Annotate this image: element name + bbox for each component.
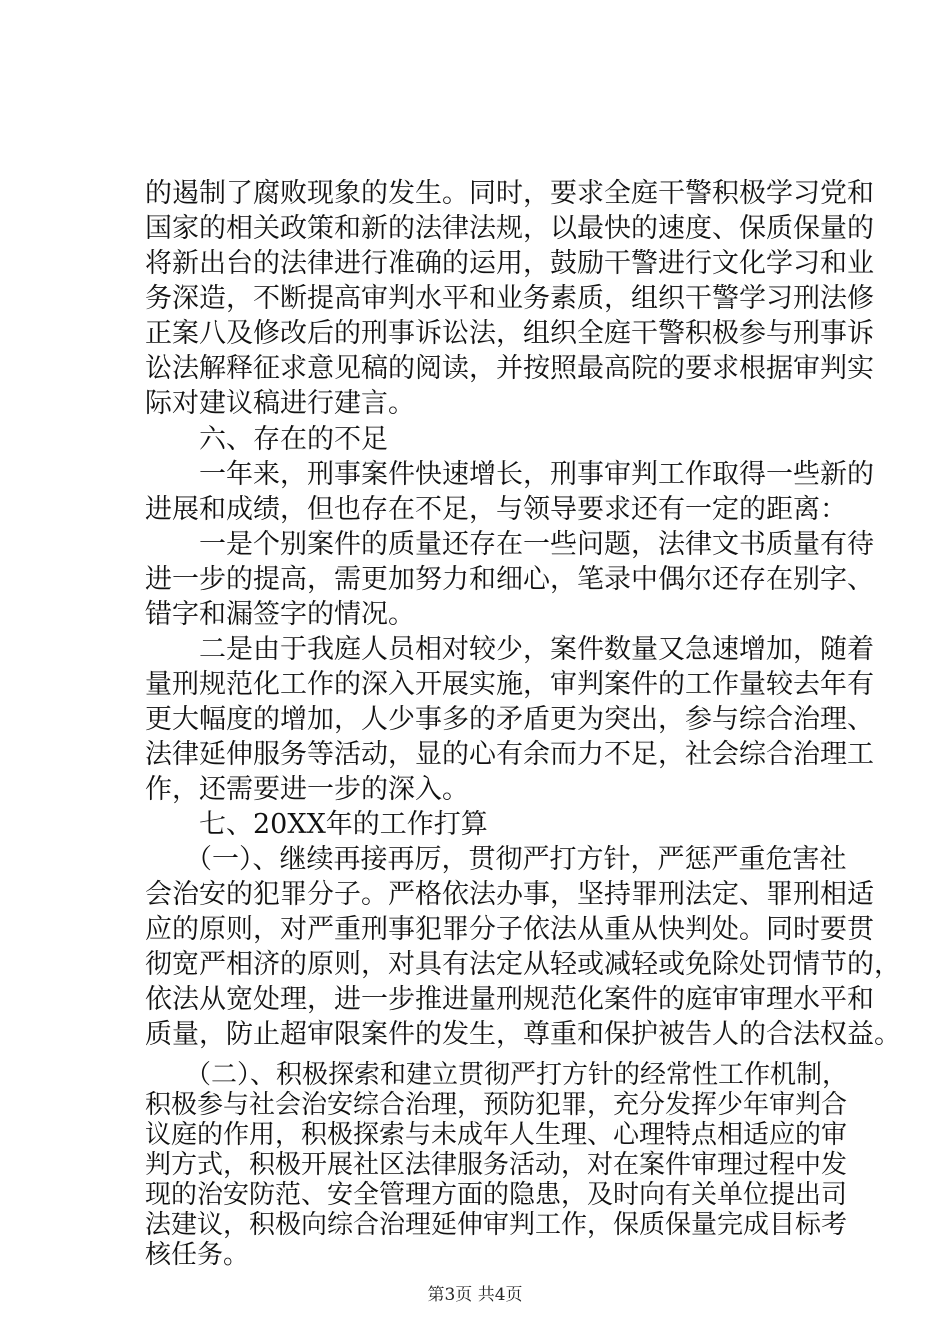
body-text-line: 进展和成绩，但也存在不足，与领导要求还有一定的距离： — [145, 494, 847, 525]
body-text-line: 务深造，不断提高审判水平和业务素质，组织干警学习刑法修 — [145, 283, 874, 314]
body-text-line: 一年来，刑事案件快速增长，刑事审判工作取得一些新的 — [199, 459, 874, 490]
body-text-line: 讼法解释征求意见稿的阅读，并按照最高院的要求根据审判实 — [145, 353, 874, 384]
section-heading: 六、存在的不足 — [199, 424, 388, 455]
body-text-line: 一是个别案件的质量还存在一些问题，法律文书质量有待 — [199, 529, 874, 560]
section-heading: 七、20XX年的工作打算 — [199, 809, 488, 840]
body-text-line: 作，还需要进一步的深入。 — [145, 774, 469, 805]
body-text-line: 现的治安防范、安全管理方面的隐患，及时向有关单位提出司 — [145, 1180, 848, 1210]
body-text-line: 法律延伸服务等活动，显的心有余而力不足，社会综合治理工 — [145, 739, 874, 770]
body-text-line: 彻宽严相济的原则，对具有法定从轻或减轻或免除处罚情节的， — [145, 949, 901, 980]
body-text-line: 质量，防止超审限案件的发生，尊重和保护被告人的合法权益。 — [145, 1019, 901, 1050]
body-text-line: 应的原则，对严重刑事犯罪分子依法从重从快判处。同时要贯 — [145, 914, 874, 945]
body-text-line: 议庭的作用，积极探索与未成年人生理、心理特点相适应的审 — [145, 1120, 848, 1150]
body-text-line: （二）、积极探索和建立贯彻严打方针的经常性工作机制， — [185, 1060, 849, 1090]
body-text-line: 会治安的犯罪分子。严格依法办事，坚持罪刑法定、罪刑相适 — [145, 879, 874, 910]
body-text-line: 正案八及修改后的刑事诉讼法，组织全庭干警积极参与刑事诉 — [145, 318, 874, 349]
body-text-line: （一）、继续再接再厉，贯彻严打方针，严惩严重危害社 — [185, 844, 847, 875]
page-number-footer: 第3页 共4页 — [427, 1285, 523, 1305]
body-text-line: 的遏制了腐败现象的发生。同时，要求全庭干警积极学习党和 — [145, 178, 874, 209]
body-text-line: 核任务。 — [145, 1240, 250, 1270]
body-text-line: 更大幅度的增加，人少事多的矛盾更为突出，参与综合治理、 — [145, 704, 874, 735]
body-text-line: 法建议，积极向综合治理延伸审判工作，保质保量完成目标考 — [145, 1210, 848, 1240]
body-text-line: 错字和漏签字的情况。 — [145, 599, 415, 630]
body-text-line: 判方式，积极开展社区法律服务活动，对在案件审理过程中发 — [145, 1150, 848, 1180]
body-text-line: 量刑规范化工作的深入开展实施，审判案件的工作量较去年有 — [145, 669, 874, 700]
body-text-line: 国家的相关政策和新的法律法规，以最快的速度、保质保量的 — [145, 213, 874, 244]
body-text-line: 将新出台的法律进行准确的运用，鼓励干警进行文化学习和业 — [145, 248, 874, 279]
body-text-line: 际对建议稿进行建言。 — [145, 388, 415, 419]
body-text-line: 进一步的提高，需更加努力和细心，笔录中偶尔还存在别字、 — [145, 564, 874, 595]
body-text-line: 积极参与社会治安综合治理，预防犯罪，充分发挥少年审判合 — [145, 1090, 848, 1120]
body-text-line: 依法从宽处理，进一步推进量刑规范化案件的庭审审理水平和 — [145, 984, 874, 1015]
body-text-line: 二是由于我庭人员相对较少，案件数量又急速增加，随着 — [199, 634, 874, 665]
